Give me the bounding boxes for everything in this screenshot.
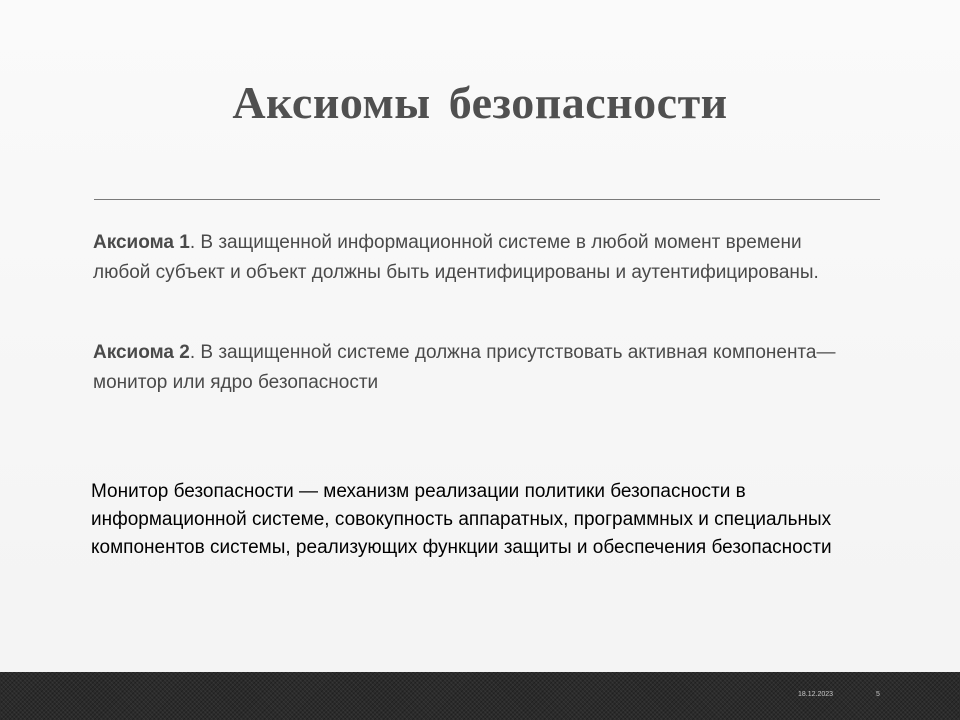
footer-bar: [0, 672, 960, 720]
axiom-2-paragraph: [93, 338, 853, 398]
axiom-1-text: . В защищенной информационной системе в любой момент времени любой субъект и объект должны быть идентифицированы и аутентифицированы.: [93, 232, 819, 283]
axiom-1-paragraph: [93, 228, 853, 288]
monitor-definition: Монитор безопасности — механизм реализации политики безопасности в информационной системе, совокупность аппаратных, программных и специальных компонентов системы, реализующих функции защиты и обеспечения безопасности: [91, 481, 832, 558]
slide-title: Аксиомы безопасности: [232, 77, 728, 128]
axiom-2-text: . В защищенной системе должна присутствовать активная компонента— монитор или ядро безопасности: [93, 342, 836, 393]
footer-date: 18.12.2023: [798, 691, 834, 698]
axiom-1-label: Аксиома 1: [93, 232, 190, 253]
footer-page-number: 5: [876, 691, 880, 698]
title-divider: [94, 199, 880, 200]
axiom-2-label: Аксиома 2: [93, 342, 190, 363]
